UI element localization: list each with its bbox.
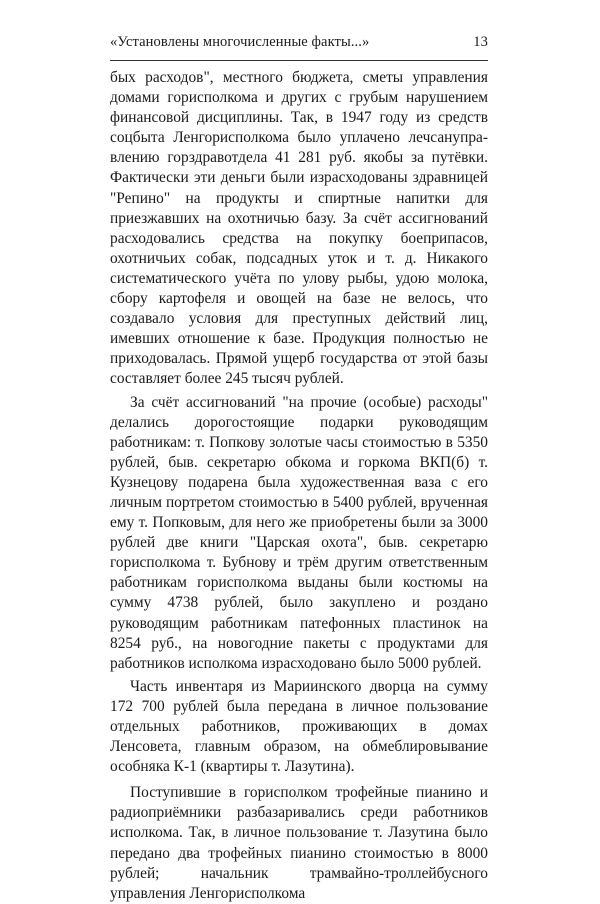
page-number: 13 xyxy=(473,34,488,50)
paragraph-2: За счёт ассигнований "на прочие (особые) расходы" делались дорогостоящие подарки руководящим работникам: т. Попкову золотые часы стоимостью в 5350 рублей, быв. секретарю обкома и горкома ВКП(б) т. Кузнецову подарена была художественная ваза с его личным портретом стоимостью в 5400 рублей, врученная ему т. Попковым, для него же приобретены были за 3000 рублей две книги "Царская охота", быв. секретарю горисполкома т. Бубнову и трём другим ответственным работникам горисполкома выданы были костюмы на сумму 4738 рублей, было закуплено и роздано руководящим работникам патефонных пластинок на 8254 руб., на новогодние пакеты с продуктами для работников исполкома израсходовано было 5000 рублей. xyxy=(110,393,488,672)
body-text xyxy=(110,68,488,904)
paragraph-1: бых расходов", местного бюджета, сметы управления домами горисполкома и других с грубым нарушением финансовой дисциплины. Так, в 1947 году из средств соцбыта Ленгорисполкома было уплачено лечсануправлению горздравотдела 41 281 руб. якобы за путёвки. Фактически эти деньги были израсходованы здравницей "Репино" на продукты и спиртные напитки для приезжавших на охотничью базу. За счёт ассигнований расходовались средства на покупку боеприпасов, охотничьих собак, подсадных уток и т. д. Никакого систематического учёта по улову рыбы, удою молока, сбору картофеля и овощей на базе не велось, что создавало условия для преступных действий лиц, имевших отношение к базе. Продукция полностью не приходовалась. Прямой ущерб государства от этой базы составляет более 245 тысяч рублей. xyxy=(110,69,488,388)
header-divider xyxy=(110,60,488,61)
paragraph-4: Поступившие в горисполком трофейные пианино и радиоприёмники разбазаривались среди работников исполкома. Так, в личное пользование т. Лазутина было передано два трофейных пианино стоимостью в 8000 рублей; начальник трамвайно-троллейбусного управления Ленгорисполкома xyxy=(110,784,488,902)
paragraph-3: Часть инвентаря из Мариинского дворца на сумму 172 700 рублей была передана в личное пользование отдельных работников, проживающих в домах Ленсовета, главным образом, на обмеблировывание особняка К-1 (квартиры т. Лазутина). xyxy=(110,677,488,776)
running-header xyxy=(110,34,488,51)
running-head-title: «Установлены многочисленные факты...» xyxy=(110,34,370,50)
